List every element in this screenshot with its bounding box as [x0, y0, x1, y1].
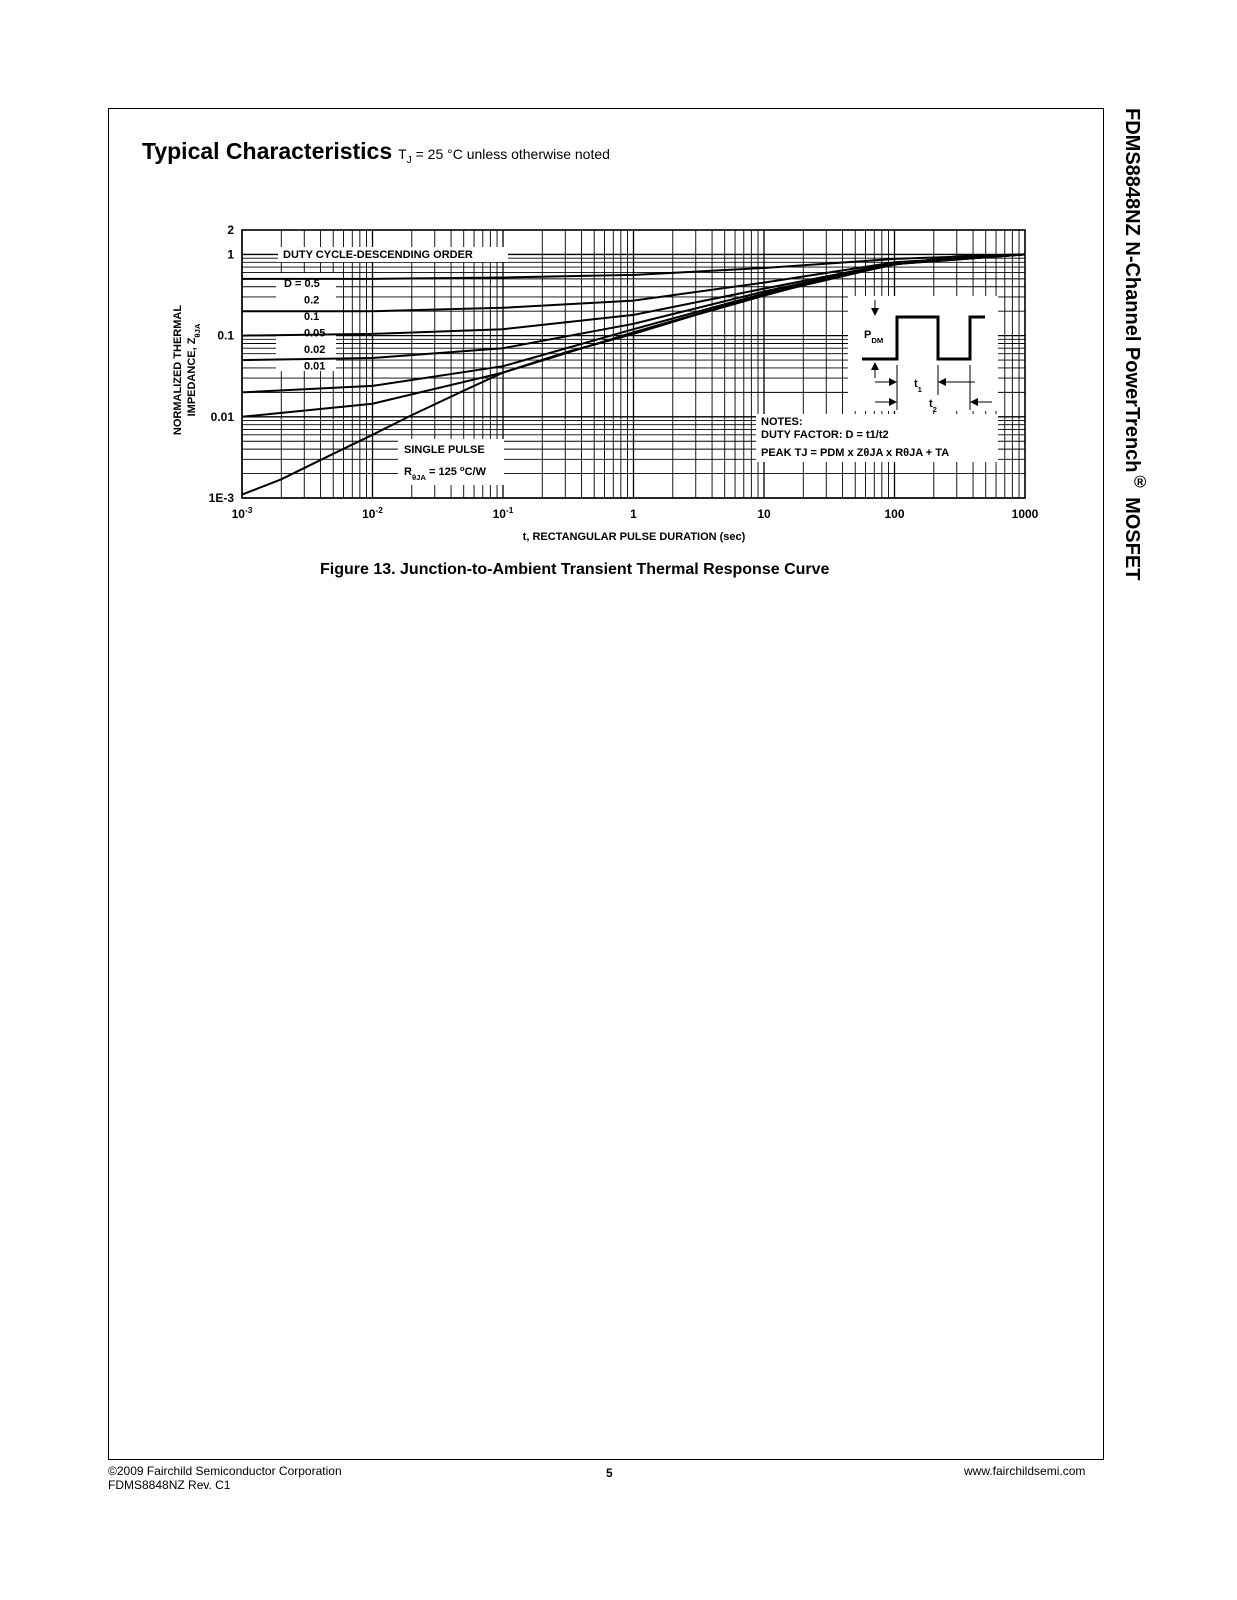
legend-entry: 0.1: [304, 311, 320, 323]
registered-mark: ®: [1130, 472, 1150, 492]
x-tick-label: $10^{-1}$: [492, 505, 514, 521]
t2-label: $t_2$: [929, 398, 937, 414]
footer-part-rev: FDMS8848NZ Rev. C1: [108, 1478, 231, 1492]
x-tick-label: 1: [630, 507, 637, 521]
y-axis-label-line1: NORMALIZED THERMAL: [172, 304, 184, 436]
y-tick-label: 1: [227, 247, 234, 262]
footer-website[interactable]: www.fairchildsemi.com: [964, 1464, 1086, 1478]
rtheta-label: $R_{\theta JA} = 125$ $^o$C/W: [404, 463, 486, 482]
x-tick-label: $10^{-2}$: [362, 505, 383, 521]
y-axis-label-line2: IMPEDANCE, $Z_{\theta JA}$: [186, 323, 202, 417]
legend-entry: 0.02: [304, 344, 326, 356]
y-axis-label: [172, 305, 202, 435]
x-tick-label: $10^{-3}$: [231, 505, 253, 521]
x-axis-label: t, RECTANGULAR PULSE DURATION (sec): [522, 531, 746, 543]
legend-entry: D = 0.5: [284, 278, 320, 290]
section-title: Typical Characteristics: [142, 138, 393, 164]
y-tick-label: 0.1: [217, 328, 234, 343]
thermal-response-chart: [0, 0, 1237, 560]
x-tick-label: 1000: [1011, 507, 1039, 521]
pdm-label: $P_{DM}$: [864, 329, 884, 345]
notes-peak: PEAK TJ = PDM x ZθJA x RθJA + TA: [761, 447, 950, 459]
t1-label: $t_1$: [914, 378, 922, 394]
x-tick-label: 100: [884, 507, 905, 521]
footer-left: [108, 1464, 342, 1492]
x-tick-label: 10: [757, 507, 771, 521]
notes-duty-factor: DUTY FACTOR: D = t1/t2: [761, 429, 889, 441]
legend-title: DUTY CYCLE-DESCENDING ORDER: [283, 249, 473, 261]
figure-caption: Figure 13. Junction-to-Ambient Transient Thermal Response Curve: [320, 561, 830, 578]
y-tick-label: 0.01: [210, 409, 234, 424]
legend-entry: 0.2: [304, 294, 320, 307]
condition-note: $T_J = 25$ °C unless otherwise noted: [398, 146, 610, 166]
footer-page-number: 5: [606, 1466, 613, 1480]
notes-title: NOTES:: [761, 416, 803, 428]
legend-entry: 0.01: [304, 360, 326, 373]
y-tick-label: 2: [227, 223, 234, 237]
y-tick-label: 1E-3: [208, 491, 234, 505]
single-pulse-label: SINGLE PULSE: [404, 444, 485, 456]
side-part-title: FDMS8848NZ N-Channel PowerTrench® MOSFET: [1121, 108, 1150, 581]
footer-copyright: ©2009 Fairchild Semiconductor Corporation: [108, 1464, 342, 1478]
pulse-inset-box: [848, 296, 998, 411]
legend-entry: 0.05: [304, 327, 326, 340]
